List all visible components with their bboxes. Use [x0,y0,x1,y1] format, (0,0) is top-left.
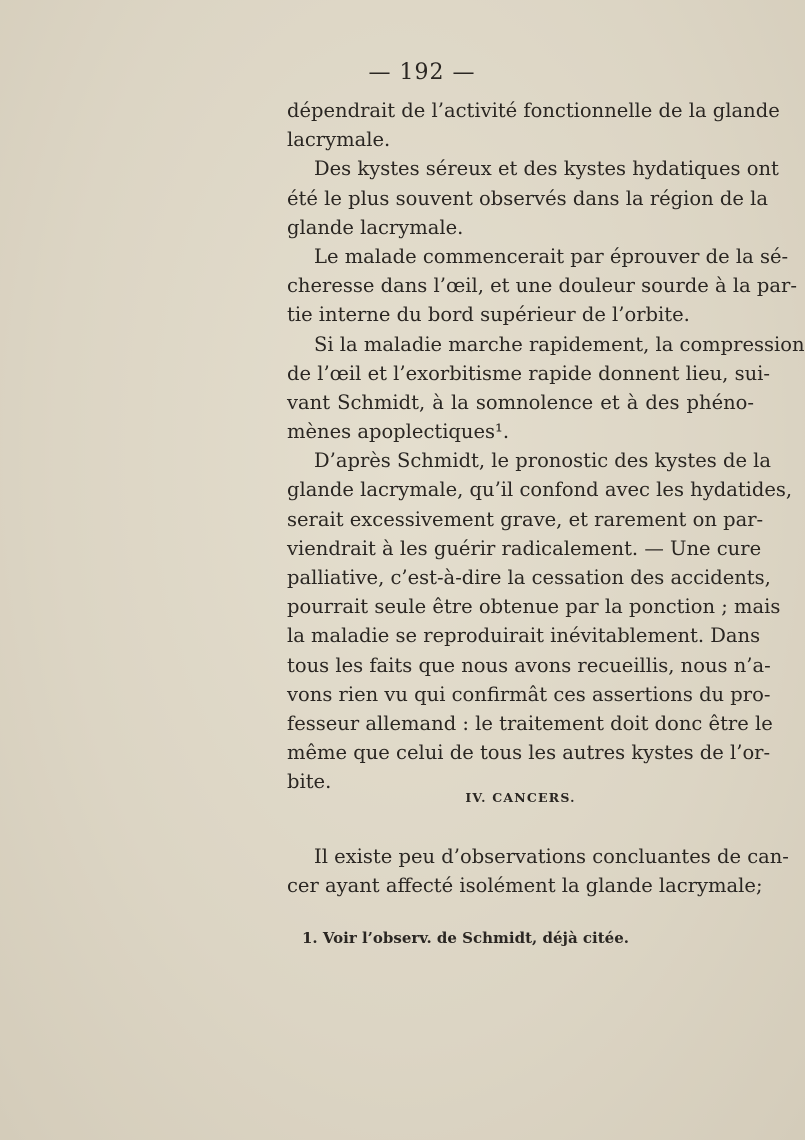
text-line: Des kystes séreux et des kystes hydatiques ont [314,157,779,181]
text-line: glande lacrymale. [287,215,464,239]
page-number: — 192 — [368,60,476,85]
text-line: D’après Schmidt, le pronostic des kystes de la [314,449,772,473]
text-line: serait excessivement grave, et rarement on par- [287,507,764,531]
text-line: viendrait à les guérir radicalement. — Une cure [287,536,762,560]
text-line: mènes apoplectiques¹. [287,420,510,444]
text-line: tous les faits que nous avons recueillis, nous n’a- [287,653,771,677]
footnote: 1. Voir l’observ. de Schmidt, déjà citée. [302,929,629,947]
text-line: même que celui de tous les autres kystes de l’or- [287,741,771,765]
text-line: lacrymale. [287,128,391,152]
section-text [287,842,789,900]
text-line: vons rien vu qui confirmât ces assertions du pro- [287,682,771,706]
text-line: Si la maladie marche rapidement, la compression [314,332,805,356]
text-line: vant Schmidt, à la somnolence et à des phéno- [287,390,754,414]
text-line: tie interne du bord supérieur de l’orbite. [287,303,690,327]
text-line: fesseur allemand : le traitement doit donc être le [287,711,773,735]
text-line: Il existe peu d’observations concluantes de can- [314,845,789,868]
text-line: Le malade commencerait par éprouver de la sé- [314,244,789,268]
text-line: bite. [287,770,332,794]
text-line: cheresse dans l’œil, et une douleur sourde à la par- [287,274,797,298]
body-text [287,96,805,797]
text-line: la maladie se reproduirait inévitablement. Dans [287,624,761,648]
text-line: cer ayant affecté isolément la glande lacrymale; [287,874,763,898]
section-heading: IV. CANCERS. [465,790,576,805]
text-line: glande lacrymale, qu’il confond avec les hydatides, [287,478,793,502]
text-line: pourrait seule être obtenue par la ponction ; mais [287,595,781,619]
text-line: palliative, c’est-à-dire la cessation des accidents, [287,566,771,589]
text-line: été le plus souvent observés dans la région de la [287,186,768,210]
text-line: dépendrait de l’activité fonctionnelle de la glande [287,99,780,122]
text-line: de l’œil et l’exorbitisme rapide donnent lieu, sui- [287,361,770,385]
